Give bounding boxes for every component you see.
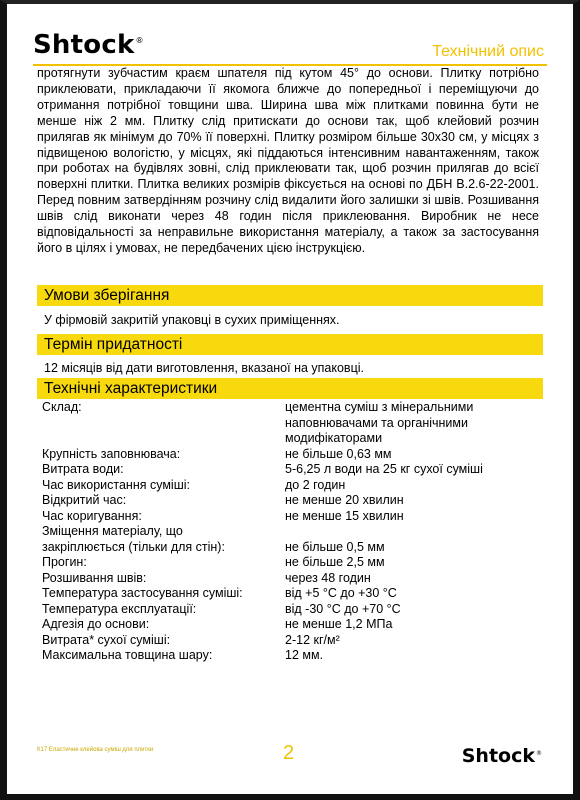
spec-value: від +5 °С до +30 °С (285, 586, 397, 600)
spec-label: Витрата* сухої суміші: (42, 632, 171, 647)
footer-brand-name: Shtock (461, 745, 535, 767)
spec-row (42, 648, 512, 664)
page-number: 2 (283, 742, 295, 764)
brand-logo (33, 30, 144, 60)
spec-value: модифікаторами (285, 431, 383, 445)
spec-label: Крупність заповнювача: (42, 446, 181, 461)
spec-label (42, 416, 285, 432)
application-instructions-text: протягнути зубчастим краєм шпателя під кутом 45° до основи. Плитку потрібно приклеювати, прикладаючи її якомога ближче до попередньої і переміщуючи до отримання потрібної товщини шва. Ширина шва між плитками повинна бути не менше ніж 2 мм. Плитку слід притискати до основи так, щоб клейовий розчин прилягав як мінімум до 70% її поверхні. Плитку розміром більше 30х30 см, у місцях з підвищеною вологістю, у місцях, які піддаються інтенсивним навантаженням, також при роботах на будівлях зовні, слід приклеювати так, щоб розчин прилягав до всієї поверхні плитки. Плитка великих розмірів фіксується на основі по ДБН В.2.6-22-2001. Перед повним затвердінням розчину слід видалити його залишки зі швів. Розшивання швів слід виконати через 48 годин після приклеювання. Виробник не несе відповідальності за неправильне використання матеріалу, а також за застосування його в цілях і умовах, не передбачених цією інструкцією. (37, 66, 539, 255)
spec-row (42, 617, 512, 633)
specs-table (42, 400, 512, 664)
shelf-life-text: 12 місяців від дати виготовлення, вказаної на упаковці. (44, 361, 364, 375)
spec-label: Відкритий час: (42, 493, 127, 507)
spec-value: через 48 годин (285, 570, 371, 585)
spec-row (42, 555, 512, 571)
spec-value: не менше 20 хвилин (285, 493, 404, 507)
footer-brand-logo (462, 745, 542, 767)
spec-value: не менше 1,2 МПа (285, 617, 393, 631)
spec-label: Розшивання швів: (42, 570, 147, 585)
spec-value: не більше 0,63 мм (285, 446, 392, 461)
brand-name: Shtock (33, 30, 135, 60)
spec-row (42, 416, 512, 432)
spec-value: наповнювачами та органічними (285, 415, 468, 430)
footer-registered-mark: ® (536, 749, 542, 757)
spec-row (42, 586, 512, 602)
spec-value: від -30 °С до +70 °С (285, 601, 401, 616)
spec-row (42, 509, 512, 525)
spec-value: не менше 15 хвилин (285, 508, 404, 523)
spec-row (42, 524, 512, 540)
spec-label: Прогин: (42, 555, 87, 569)
spec-row (42, 633, 512, 649)
storage-heading: Умови зберігання (37, 285, 543, 306)
document-title: Технічний опис (432, 43, 544, 60)
spec-label: Адгезія до основи: (42, 617, 150, 631)
spec-row (42, 447, 512, 463)
spec-row (42, 571, 512, 587)
storage-text: У фірмовій закритій упаковці в сухих приміщеннях. (44, 313, 340, 327)
spec-label: закріплюється (тільки для стін): (42, 539, 225, 554)
spec-value: не більше 2,5 мм (285, 555, 385, 569)
spec-label: Зміщення матеріалу, що (42, 524, 183, 538)
spec-label: Температура експлуатації: (42, 601, 197, 616)
spec-value: 2-12 кг/м² (285, 632, 340, 647)
spec-value: 5-6,25 л води на 25 кг сухої суміші (285, 462, 483, 476)
spec-row (42, 493, 512, 509)
spec-label: Витрата води: (42, 462, 124, 476)
footer-product-note: К17 Еластичне клейова суміш для плитки (37, 747, 154, 753)
spec-row (42, 462, 512, 478)
spec-row (42, 431, 512, 447)
spec-label: Температура застосування суміші: (42, 586, 243, 600)
spec-label: Максимальна товщина шару: (42, 648, 213, 662)
spec-row (42, 540, 512, 556)
spec-value: до 2 годин (285, 477, 346, 492)
spec-value (285, 524, 512, 540)
specs-heading: Технічні характеристики (37, 378, 543, 399)
spec-value: не більше 0,5 мм (285, 539, 385, 554)
spec-label (42, 431, 285, 447)
spec-value: 12 мм. (285, 648, 324, 662)
spec-row (42, 602, 512, 618)
spec-row (42, 478, 512, 494)
spec-label: Склад: (42, 400, 82, 414)
spec-label: Час коригування: (42, 508, 142, 523)
registered-mark: ® (135, 36, 144, 46)
spec-label: Час використання суміші: (42, 477, 190, 492)
spec-row (42, 400, 512, 416)
shelf-life-heading: Термін придатності (37, 334, 543, 355)
spec-value: цементна суміш з мінеральними (285, 400, 474, 414)
